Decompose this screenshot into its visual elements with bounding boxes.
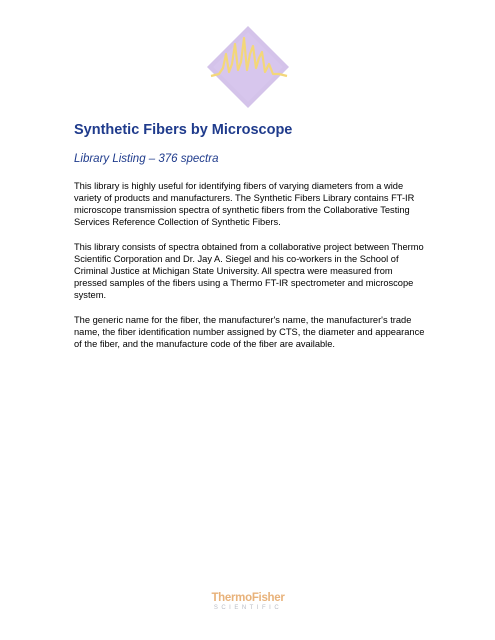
library-listing-subtitle: Library Listing – 376 spectra: [74, 153, 219, 165]
description-paragraph: The generic name for the fiber, the manufacturer's name, the manufacturer's trade name, the fiber identification number assigned by CTS, the diameter and appearance of the fiber, and the manufacture code of the fiber are available.: [74, 315, 425, 349]
description-paragraph: This library consists of spectra obtained from a collaborative project between Thermo Scientific Corporation and Dr. Jay A. Siegel and his co-workers in the School of Criminal Justice at Michigan State University. All spectra were measured from pressed samples of the fibers using a Thermo FT-IR spectrometer and microscope system.: [74, 242, 424, 300]
footer-brand-sub: SCIENTIFIC: [213, 605, 283, 611]
footer-brand: ThermoFisher: [211, 592, 285, 604]
thermo-fisher-logo: [200, 592, 296, 611]
description-paragraph: This library is highly useful for identifying fibers of varying diameters from a wide variety of products and manufacturers. The Synthetic Fibers Library contains FT-IR microscope transmission spectra of synthetic fibers from the Collaborative Testing Services Reference Collection of Synthetic Fibers.: [74, 181, 415, 227]
page-title: Synthetic Fibers by Microscope: [74, 122, 293, 138]
spectrum-diamond-logo: [205, 24, 291, 110]
description-body: [74, 180, 426, 363]
